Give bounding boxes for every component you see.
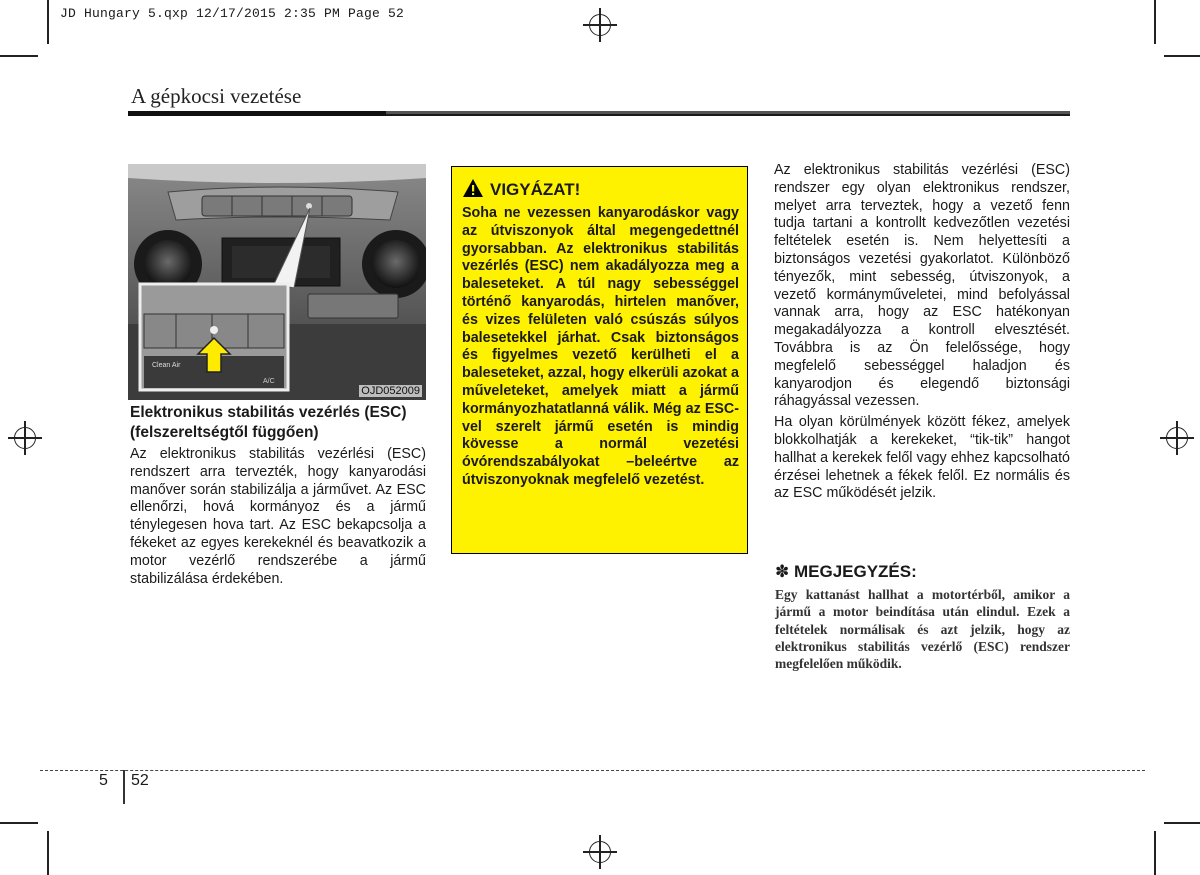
- esc-description: [774, 162, 1070, 506]
- title-rule: [128, 111, 1070, 116]
- warning-title: [462, 178, 580, 200]
- footer-dashed-rule: [40, 770, 1145, 771]
- warning-triangle-icon: [462, 178, 484, 198]
- crop-mark: [47, 831, 49, 875]
- note-text: Egy kattanást hallhat a motortérből, amikor a jármű a motor beindítása után elindul. Ezek a feltételek normálisak és azt jelzik, hogy az elektronikus stabilitás vezérlő (ESC) rendszer megfelelően működik.: [775, 587, 1070, 672]
- registration-mark-left: [8, 421, 42, 455]
- crop-mark: [1154, 831, 1156, 875]
- warning-text: Soha ne vezessen kanyarodáskor vagy az útviszonyok által megengedettnél gyorsabban. Az elektronikus stabilitás vezérlés (ESC) nem akadályozza meg a baleseteket. A túl nagy sebességgel történő kanyarodás, hirtelen manőver, és vizes felületen való csúszás súlyos balesetekkel járhat. Csak biztonságos és figyelmes vezető kerülheti el a baleseteket, azzal, hogy elkerüli azokat a műveleteket, amelyek miatt a jármű kormányozhatatlanná válik. Még az ESC-vel szerelt jármű esetén is mindig kövesse a normál vezetési óvórendszabályokat –beleértve az útviszonyoknak megfelelő vezetést.: [462, 205, 739, 488]
- esc-intro-text: Az elektronikus stabilitás vezérlési (ESC) rendszert arra tervezték, hogy kanyarodási manőver során stabilizálja a járművet. Az ESC ellenőrzi, hová kormányoz és a jármű ténylegesen hova tart. Az ESC bekapcsolja a fékeket az egyes kerekeknél és beavatkozik a motor vezérlő rendszerébe a jármű stabilizálása érdekében.: [130, 446, 426, 587]
- section-title: A gépkocsi vezetése: [131, 84, 302, 108]
- crop-mark: [1154, 0, 1156, 44]
- warning-title-text: VIGYÁZAT!: [490, 180, 581, 199]
- registration-mark-top: [583, 8, 617, 42]
- ac-label: A/C: [263, 378, 275, 385]
- esc-heading: Elektronikus stabilitás vezérlés (ESC) (felszereltségtől függően): [130, 404, 407, 441]
- crop-mark: [47, 0, 49, 44]
- page-number: 52: [131, 772, 149, 789]
- clean-air-label: Clean Air: [152, 362, 181, 369]
- esc-description-para-2: Ha olyan körülmények között fékez, amelyek blokkolhatják a kerekeket, “tik-tik” hangot hallhat a kerekek felől vagy ehhez kapcsolható érzései lehetnek a fékek felől. Ez normális és az ESC működését jelzik.: [774, 414, 1070, 502]
- esc-button-photo: [128, 164, 426, 400]
- note-title: ✽ MEGJEGYZÉS:: [775, 562, 917, 581]
- registration-mark-right: [1160, 421, 1194, 455]
- image-code: OJD052009: [361, 385, 420, 397]
- print-info: JD Hungary 5.qxp 12/17/2015 2:35 PM Page 52: [60, 6, 405, 21]
- warning-box: [451, 166, 748, 554]
- page-number-separator: [123, 770, 125, 804]
- registration-mark-bottom: [583, 835, 617, 869]
- crop-mark: [1164, 55, 1200, 57]
- esc-description-para-1: Az elektronikus stabilitás vezérlési (ESC) rendszer egy olyan elektronikus rendszer, melyet arra terveztek, hogy a vezető fenn tudja tartani a kontrollt kedvezőtlen vezetési feltételek esetén is. Nem helyettesíti a biztonságos vezetési gyakorlatot. Különböző tényezők, mint sebesség, útviszonyok, a vezető kormányműveletei, mind befolyással vannak arra, hogy az ESC hatékonyan megakadályozza a kontroll elvesztését. Továbbra is az Ön felelőssége, hogy megfelelő sebességgel haladjon és kanyarodjon és elegendő biztonsági ráhagyással vezessen.: [774, 162, 1070, 410]
- crop-mark: [1164, 822, 1200, 824]
- crop-mark: [0, 55, 38, 57]
- crop-mark: [0, 822, 38, 824]
- chapter-number: 5: [99, 772, 108, 789]
